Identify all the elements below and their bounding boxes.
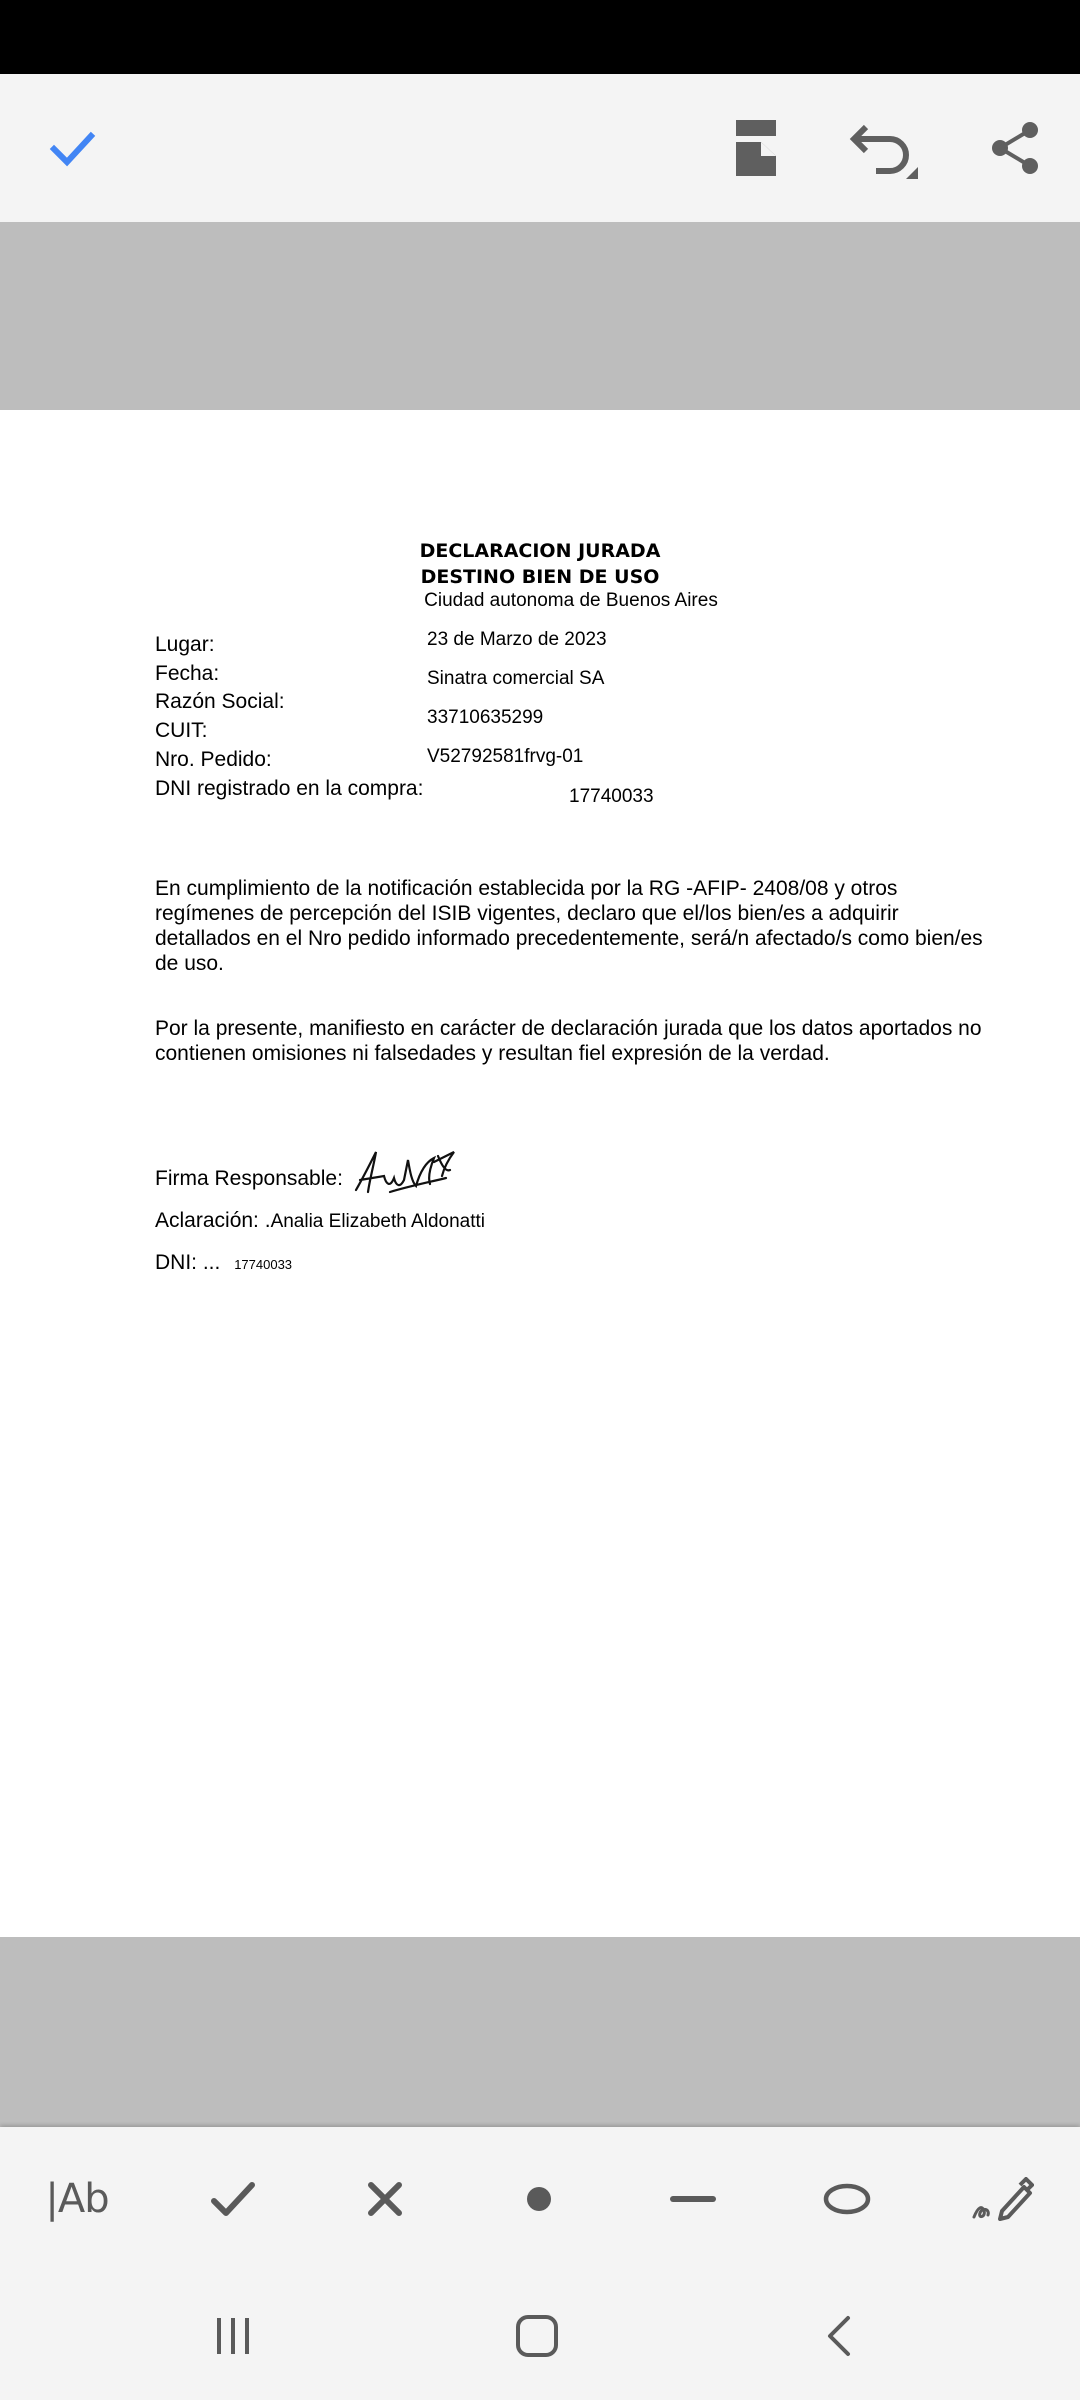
ellipse-tool[interactable] (802, 2159, 892, 2239)
doc-subtitle: Ciudad autonoma de Buenos Aires (424, 590, 718, 611)
aclaracion-label: Aclaración: . (155, 1209, 271, 1232)
page-button[interactable] (716, 108, 796, 188)
field-label-cuit: CUIT: (155, 719, 208, 742)
doc-title-line1: DECLARACION JURADA (419, 540, 661, 562)
home-icon (515, 2314, 559, 2358)
done-button[interactable] (32, 108, 112, 188)
text-tool[interactable] (32, 2159, 122, 2239)
field-value-1: 23 de Marzo de 2023 (427, 629, 607, 650)
undo-icon (848, 115, 924, 181)
dni-row (155, 1251, 292, 1275)
field-value-3: 33710635299 (427, 707, 544, 728)
signature-tool[interactable] (958, 2159, 1048, 2239)
field-label-razon-social: Razón Social: (155, 690, 285, 713)
home-button[interactable] (492, 2296, 582, 2376)
pen-signature-icon (972, 2177, 1034, 2221)
checkmark-icon (210, 2179, 256, 2219)
aclaracion-value: Analia Elizabeth Aldonatti (270, 1211, 485, 1232)
share-icon (988, 120, 1044, 176)
dni-value: 17740033 (234, 1257, 293, 1272)
text-tool-icon: |Ab (45, 2176, 109, 2222)
document-page[interactable] (0, 410, 1080, 1937)
dni-label: DNI: ... (155, 1251, 221, 1274)
cross-icon (365, 2179, 405, 2219)
status-bar (0, 0, 1080, 74)
field-label-fecha: Fecha: (155, 662, 220, 685)
field-value-dni-compra: 17740033 (569, 786, 654, 807)
field-value-2: Sinatra comercial SA (427, 668, 605, 689)
paragraph-2: Por la presente, manifiesto en carácter de declaración jurada que los datos aportados no contienen omisiones ni falsedades y resultan fiel expresión de la verdad. (155, 1017, 982, 1065)
signature-image (350, 1142, 462, 1200)
annotation-toolbar (0, 2127, 1080, 2272)
aclaracion-row (155, 1209, 485, 1233)
page-margin-bottom (0, 1937, 1080, 2127)
check-tool[interactable] (188, 2159, 278, 2239)
field-label-dni-compra: DNI registrado en la compra: (155, 777, 424, 800)
page-insert-icon (731, 118, 781, 178)
paragraph-1: En cumplimiento de la notificación establecida por la RG -AFIP- 2408/08 y otros regímenes de percepción del ISIB vigentes, declaro que el/los bien/es a adquirir detallados en el Nro pedido informado precedentemente, será/n afectado/s como bien/es de uso. (155, 877, 983, 975)
firma-label: Firma Responsable: (155, 1167, 343, 1190)
back-button[interactable] (794, 2296, 884, 2376)
dot-tool[interactable] (494, 2159, 584, 2239)
field-value-4: V52792581frvg-01 (427, 746, 584, 767)
ellipse-icon (822, 2182, 872, 2216)
recent-apps-button[interactable] (188, 2296, 278, 2376)
field-label-nro-pedido: Nro. Pedido: (155, 748, 272, 771)
dot-icon (524, 2184, 554, 2214)
back-icon (824, 2314, 854, 2358)
cross-tool[interactable] (340, 2159, 430, 2239)
doc-title-line2: DESTINO BIEN DE USO (420, 566, 660, 588)
field-label-lugar: Lugar: (155, 633, 215, 656)
top-toolbar (0, 74, 1080, 222)
system-nav-bar (0, 2272, 1080, 2400)
undo-button[interactable] (846, 108, 926, 188)
page-margin-top (0, 222, 1080, 410)
check-icon (46, 122, 98, 174)
recent-apps-icon (213, 2316, 253, 2356)
line-tool[interactable] (648, 2159, 738, 2239)
share-button[interactable] (976, 108, 1056, 188)
line-icon (670, 2193, 716, 2205)
